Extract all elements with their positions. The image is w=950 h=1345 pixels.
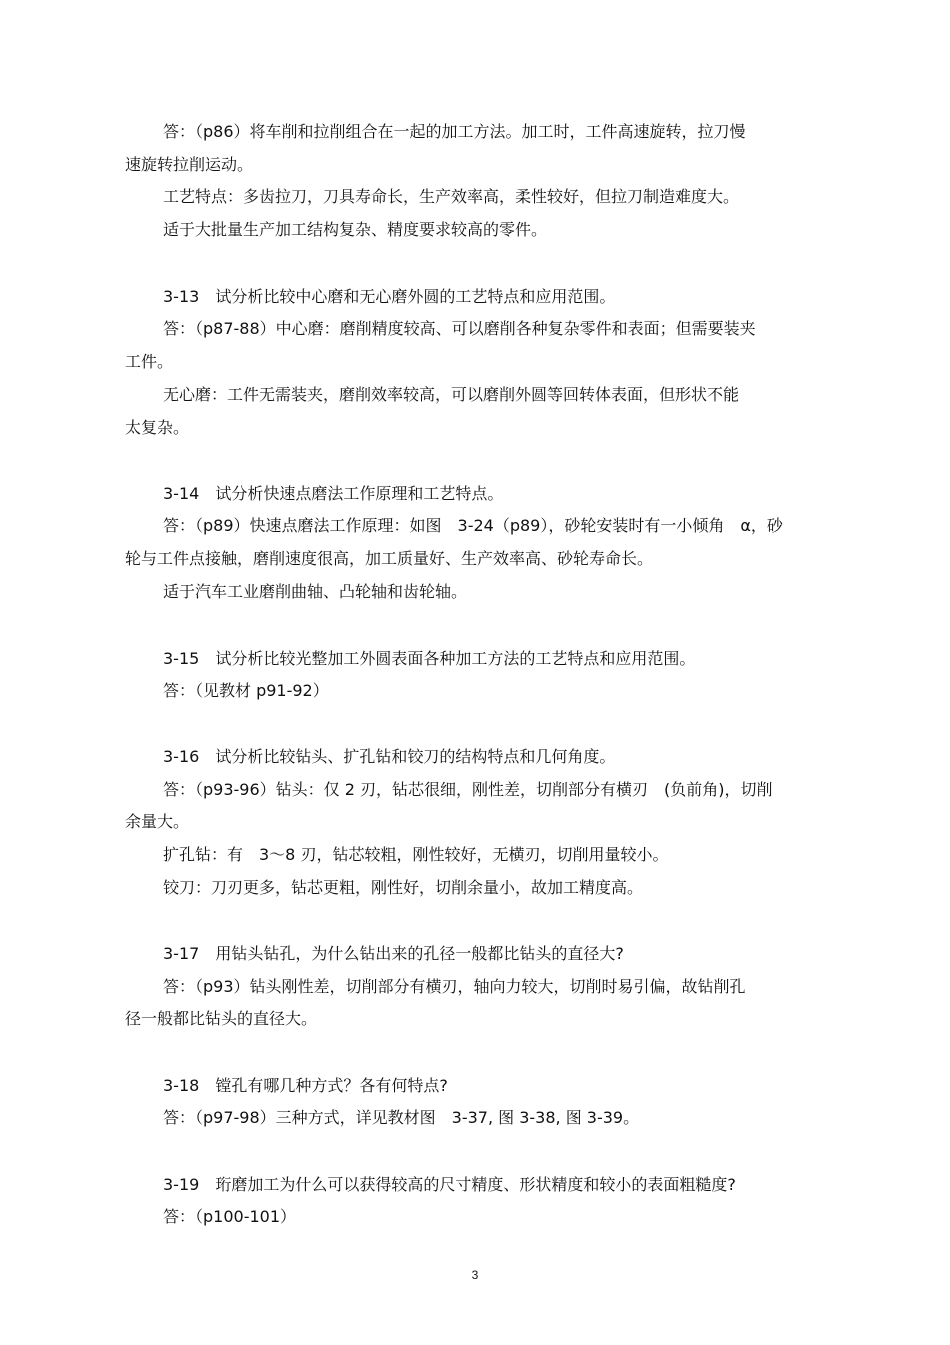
text-line: 答：（p93-96）钻头：仅 2 刃，钻芯很细，刚性差，切削部分有横刃 (负前角)，切削 [163,780,773,799]
text-line: 答：（p93）钻头刚性差，切削部分有横刃，轴向力较大，切削时易引偏，故钻削孔 [163,977,746,996]
question-heading: 3-14 试分析快速点磨法工作原理和工艺特点。 [163,484,504,503]
page-number: 3 [471,1268,479,1282]
text-line: 余量大。 [125,812,190,831]
text-line: 工艺特点：多齿拉刀，刀具寿命长，生产效率高，柔性较好，但拉刀制造难度大。 [163,187,740,206]
text-line: 工件。 [125,352,174,371]
text-line: 速旋转拉削运动。 [125,155,254,174]
text-line: 适于大批量生产加工结构复杂、精度要求较高的零件。 [163,220,548,239]
text-line: 答：（p87-88）中心磨：磨削精度较高、可以磨削各种复杂零件和表面；但需要装夹 [163,319,756,338]
text-line: 答：（见教材 p91-92） [163,681,329,700]
question-heading: 3-19 珩磨加工为什么可以获得较高的尺寸精度、形状精度和较小的表面粗糙度? [163,1175,736,1194]
question-heading: 3-13 试分析比较中心磨和无心磨外圆的工艺特点和应用范围。 [163,287,616,306]
text-line: 轮与工件点接触，磨削速度很高，加工质量好、生产效率高、砂轮寿命长。 [125,549,654,568]
text-line: 铰刀：刀刃更多，钻芯更粗，刚性好，切削余量小，故加工精度高。 [163,878,644,897]
text-line: 扩孔钻：有 3～8 刃，钻芯较粗，刚性较好，无横刃，切削用量较小。 [163,845,669,864]
question-heading: 3-17 用钻头钻孔，为什么钻出来的孔径一般都比钻头的直径大? [163,944,624,963]
text-line: 径一般都比钻头的直径大。 [125,1009,318,1028]
text-line: 答：（p100-101） [163,1207,297,1226]
question-heading: 3-16 试分析比较钻头、扩孔钻和铰刀的结构特点和几何角度。 [163,747,616,766]
text-line: 无心磨：工件无需装夹，磨削效率较高，可以磨削外圆等回转体表面，但形状不能 [163,385,740,404]
text-line: 答：（p97-98）三种方式，详见教材图 3-37, 图 3-38, 图 3-39。 [163,1108,640,1127]
text-line: 答：（p86）将车削和拉削组合在一起的加工方法。加工时，工件高速旋转，拉刀慢 [163,122,746,141]
text-line: 适于汽车工业磨削曲轴、凸轮轴和齿轮轴。 [163,582,468,601]
text-line: 答：（p89）快速点磨法工作原理：如图 3-24（p89），砂轮安装时有一小倾角 α，砂 [163,516,783,535]
question-heading: 3-18 镗孔有哪几种方式？各有何特点? [163,1076,448,1095]
text-line: 太复杂。 [125,418,190,437]
question-heading: 3-15 试分析比较光整加工外圆表面各种加工方法的工艺特点和应用范围。 [163,649,696,668]
